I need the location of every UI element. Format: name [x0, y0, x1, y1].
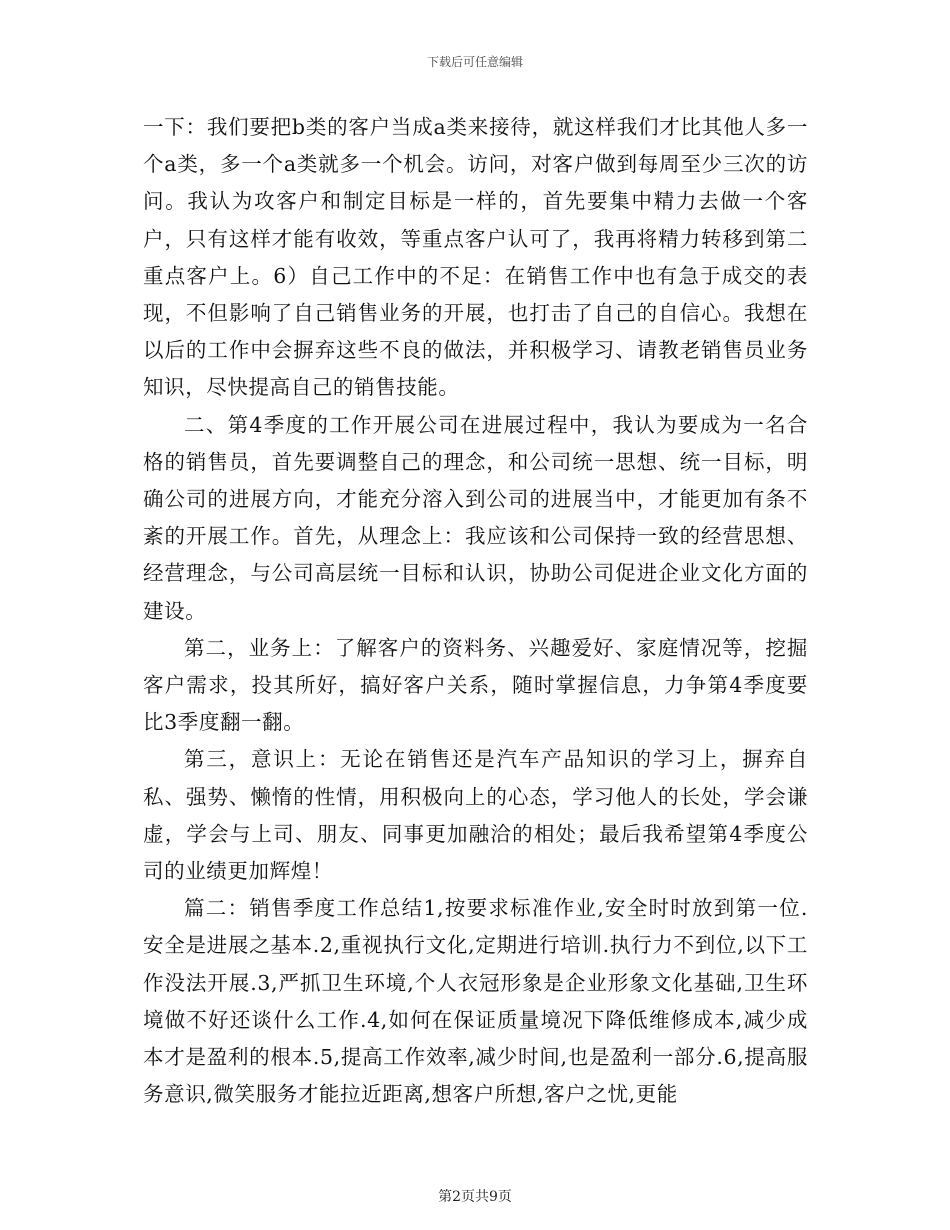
- page-footer: 第2页共9页: [438, 1189, 512, 1205]
- document-body: [143, 109, 808, 1113]
- paragraph-business: 第二，业务上：了解客户的资料务、兴趣爱好、家庭情况等，挖掘客户需求，投其所好，搞好客户关系，随时掌握信息，力争第4季度要比3季度翻一翻。: [143, 635, 808, 735]
- paragraph-article-two: 篇二：销售季度工作总结1,按要求标准作业,安全时时放到第一位.安全是进展之基本.2,重视执行文化,定期进行培训.执行力不到位,以下工作没法开展.3,严抓卫生环境,个人衣冠形象是企业形象文化基础,卫生环境做不好还谈什么工作.4,如何在保证质量境况下降低维修成本,减少成本才是盈利的根本.5,提高工作效率,减少时间,也是盈利一部分.6,提高服务意识,微笑服务才能拉近距离,想客户所想,客户之忧,更能: [143, 896, 808, 1107]
- paragraph-q4-work-plan: 二、第4季度的工作开展公司在进展过程中，我认为要成为一名合格的销售员，首先要调整自己的理念，和公司统一思想、统一目标，明确公司的进展方向，才能充分溶入到公司的进展当中，才能更加有条不紊的开展工作。首先，从理念上：我应该和公司保持一致的经营思想、经营理念，与公司高层统一目标和认识，协助公司促进企业文化方面的建设。: [143, 412, 808, 623]
- page-header: 下载后可任意编辑: [426, 55, 523, 69]
- paragraph-awareness: 第三，意识上：无论在销售还是汽车产品知识的学习上，摒弃自私、强势、懒惰的性情，用积极向上的心态，学习他人的长处，学会谦虚，学会与上司、朋友、同事更加融洽的相处；最后我希望第4季度公司的业绩更加辉煌！: [143, 747, 808, 884]
- paragraph-continued: 一下：我们要把b类的客户当成a类来接待，就这样我们才比其他人多一个a类，多一个a类就多一个机会。访问，对客户做到每周至少三次的访问。我认为攻客户和制定目标是一样的，首先要集中精力去做一个客户，只有这样才能有收效，等重点客户认可了，我再将精力转移到第二重点客户上。6）自己工作中的不足：在销售工作中也有急于成交的表现，不但影响了自己销售业务的开展，也打击了自己的自信心。我想在以后的工作中会摒弃这些不良的做法，并积极学习、请教老销售员业务知识，尽快提高自己的销售技能。: [143, 115, 808, 400]
